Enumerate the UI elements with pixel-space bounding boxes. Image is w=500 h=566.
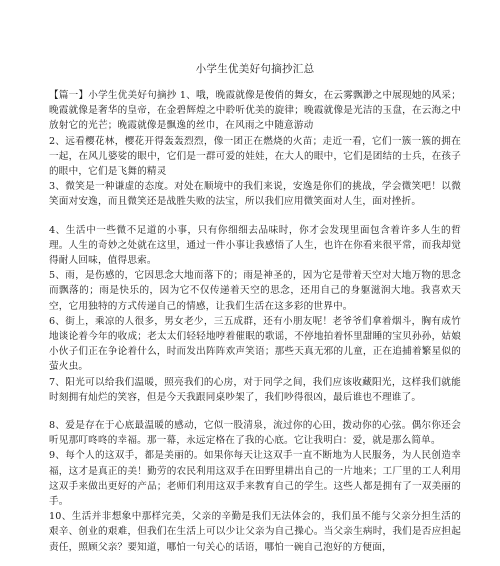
paragraph-gap: [49, 405, 461, 418]
paragraph-2: 2、远看樱花林，樱花开得轰轰烈烈，像一团正在燃烧的火苗；走近一看，它们一簇一簇的拥在一起，在风儿婆娑的眼中，它们是一群可爱的娃娃，在大人的眼中，它们是团结的士兵，在孩子的眼中，它们是飞舞的精灵: [49, 135, 461, 178]
paragraph-9: 9、每个人的这双手，都是美丽的。如果你每天让这双手一直不断地为人民服务，为人民创造幸福，这才是真正的美！勤劳的农民利用这双手在田野里耕出自己的一片地来；工厂里的工人利用这双手来做出更好的产品；老师们利用这双手来教育自己的学生。这些人都是拥有了一双美丽的手。: [49, 450, 461, 508]
paragraph-4: 4、生活中一些微不足道的小事，只有你细细去品味时，你才会发现里面包含着许多人生的哲理。人生的奇妙之处就在这里，通过一件小事让我感悟了人生，也许在你看来很平常，而我却觉得耐人回味，值得思索。: [49, 224, 461, 267]
document-title: 小学生优美好句摘抄汇总: [195, 63, 315, 75]
paragraph-8: 8、爱是存在于心底最温暖的感动，它似一股清泉，流过你的心田，拨动你的心弦。偶尔你还会听见那叮咚咚的幸福。那一幕，永远定格在了我的心底。它让我明白：爱，就是那么简单。: [49, 420, 461, 447]
paragraph-6: 6、街上，乘凉的人很多，男女老少，三五成群，还有小朋友呢！老爷爷们拿着烟斗，胸有成竹地谈论着今年的收成；老太太们轻轻地哼着催眠的歌谣，不停地拍着怀里甜睡的宝贝孙孙，姑娘小伙子们正在争论着什么，时而发出阵阵欢声笑语；那些天真无邪的儿童，正在追捕着繁星似的萤火虫。: [49, 315, 461, 373]
paragraph-7: 7、阳光可以给我们温暖，照亮我们的心房，对于同学之间，我们应该收藏阳光，这样我们就能时刻拥有灿烂的笑容，但是今天我跟同桌吵架了，我们吵得很凶，最后谁也不理谁了。: [49, 376, 461, 403]
paragraph-1: 【篇一】小学生优美好句摘抄 1、哦，晚霞就像是俊俏的舞女，在云雾飘渺之中展现她的风采；晚霞就像是奢华的皇帝，在金碧辉煌之中聆听优美的旋律；晚霞就像是光洁的玉盘，在云海之中放射它的光芒；晚霞就像是飘逸的丝巾，在风雨之中随意游动: [49, 90, 461, 132]
paragraph-5: 5、雨，是伤感的，它因思念大地而落下的；雨是神圣的，因为它是带着天空对大地万物的思念而飘落的；雨是快乐的，因为它不仅传递着天空的思念，还用自己的身躯滋润大地。我喜欢天空，它用独特的方式传递自己的情感，让我们生活在这多彩的世界中。: [49, 270, 461, 312]
paragraph-3: 3、微笑是一种谦虚的态度。对处在顺境中的我们来说，安逸是你们的挑战，学会微笑吧！以微笑面对安逸，而且微笑还是战胜失败的法宝，所以我们应用微笑面对人生，面对挫折。: [49, 181, 461, 208]
paragraph-10: 10、生活并非想象中那样完美，父亲的辛勤是我们无法体会的，我们虽不能与父亲分担生活的艰辛、创业的艰难，但我们在生活上可以少让父亲为自己操心。当父亲生病时，我们是否应担起责任，照顾父亲？要知道，哪怕一句关心的话语，哪怕一碗自己泡好的方便面，: [49, 511, 461, 553]
paragraph-gap: [49, 210, 461, 223]
